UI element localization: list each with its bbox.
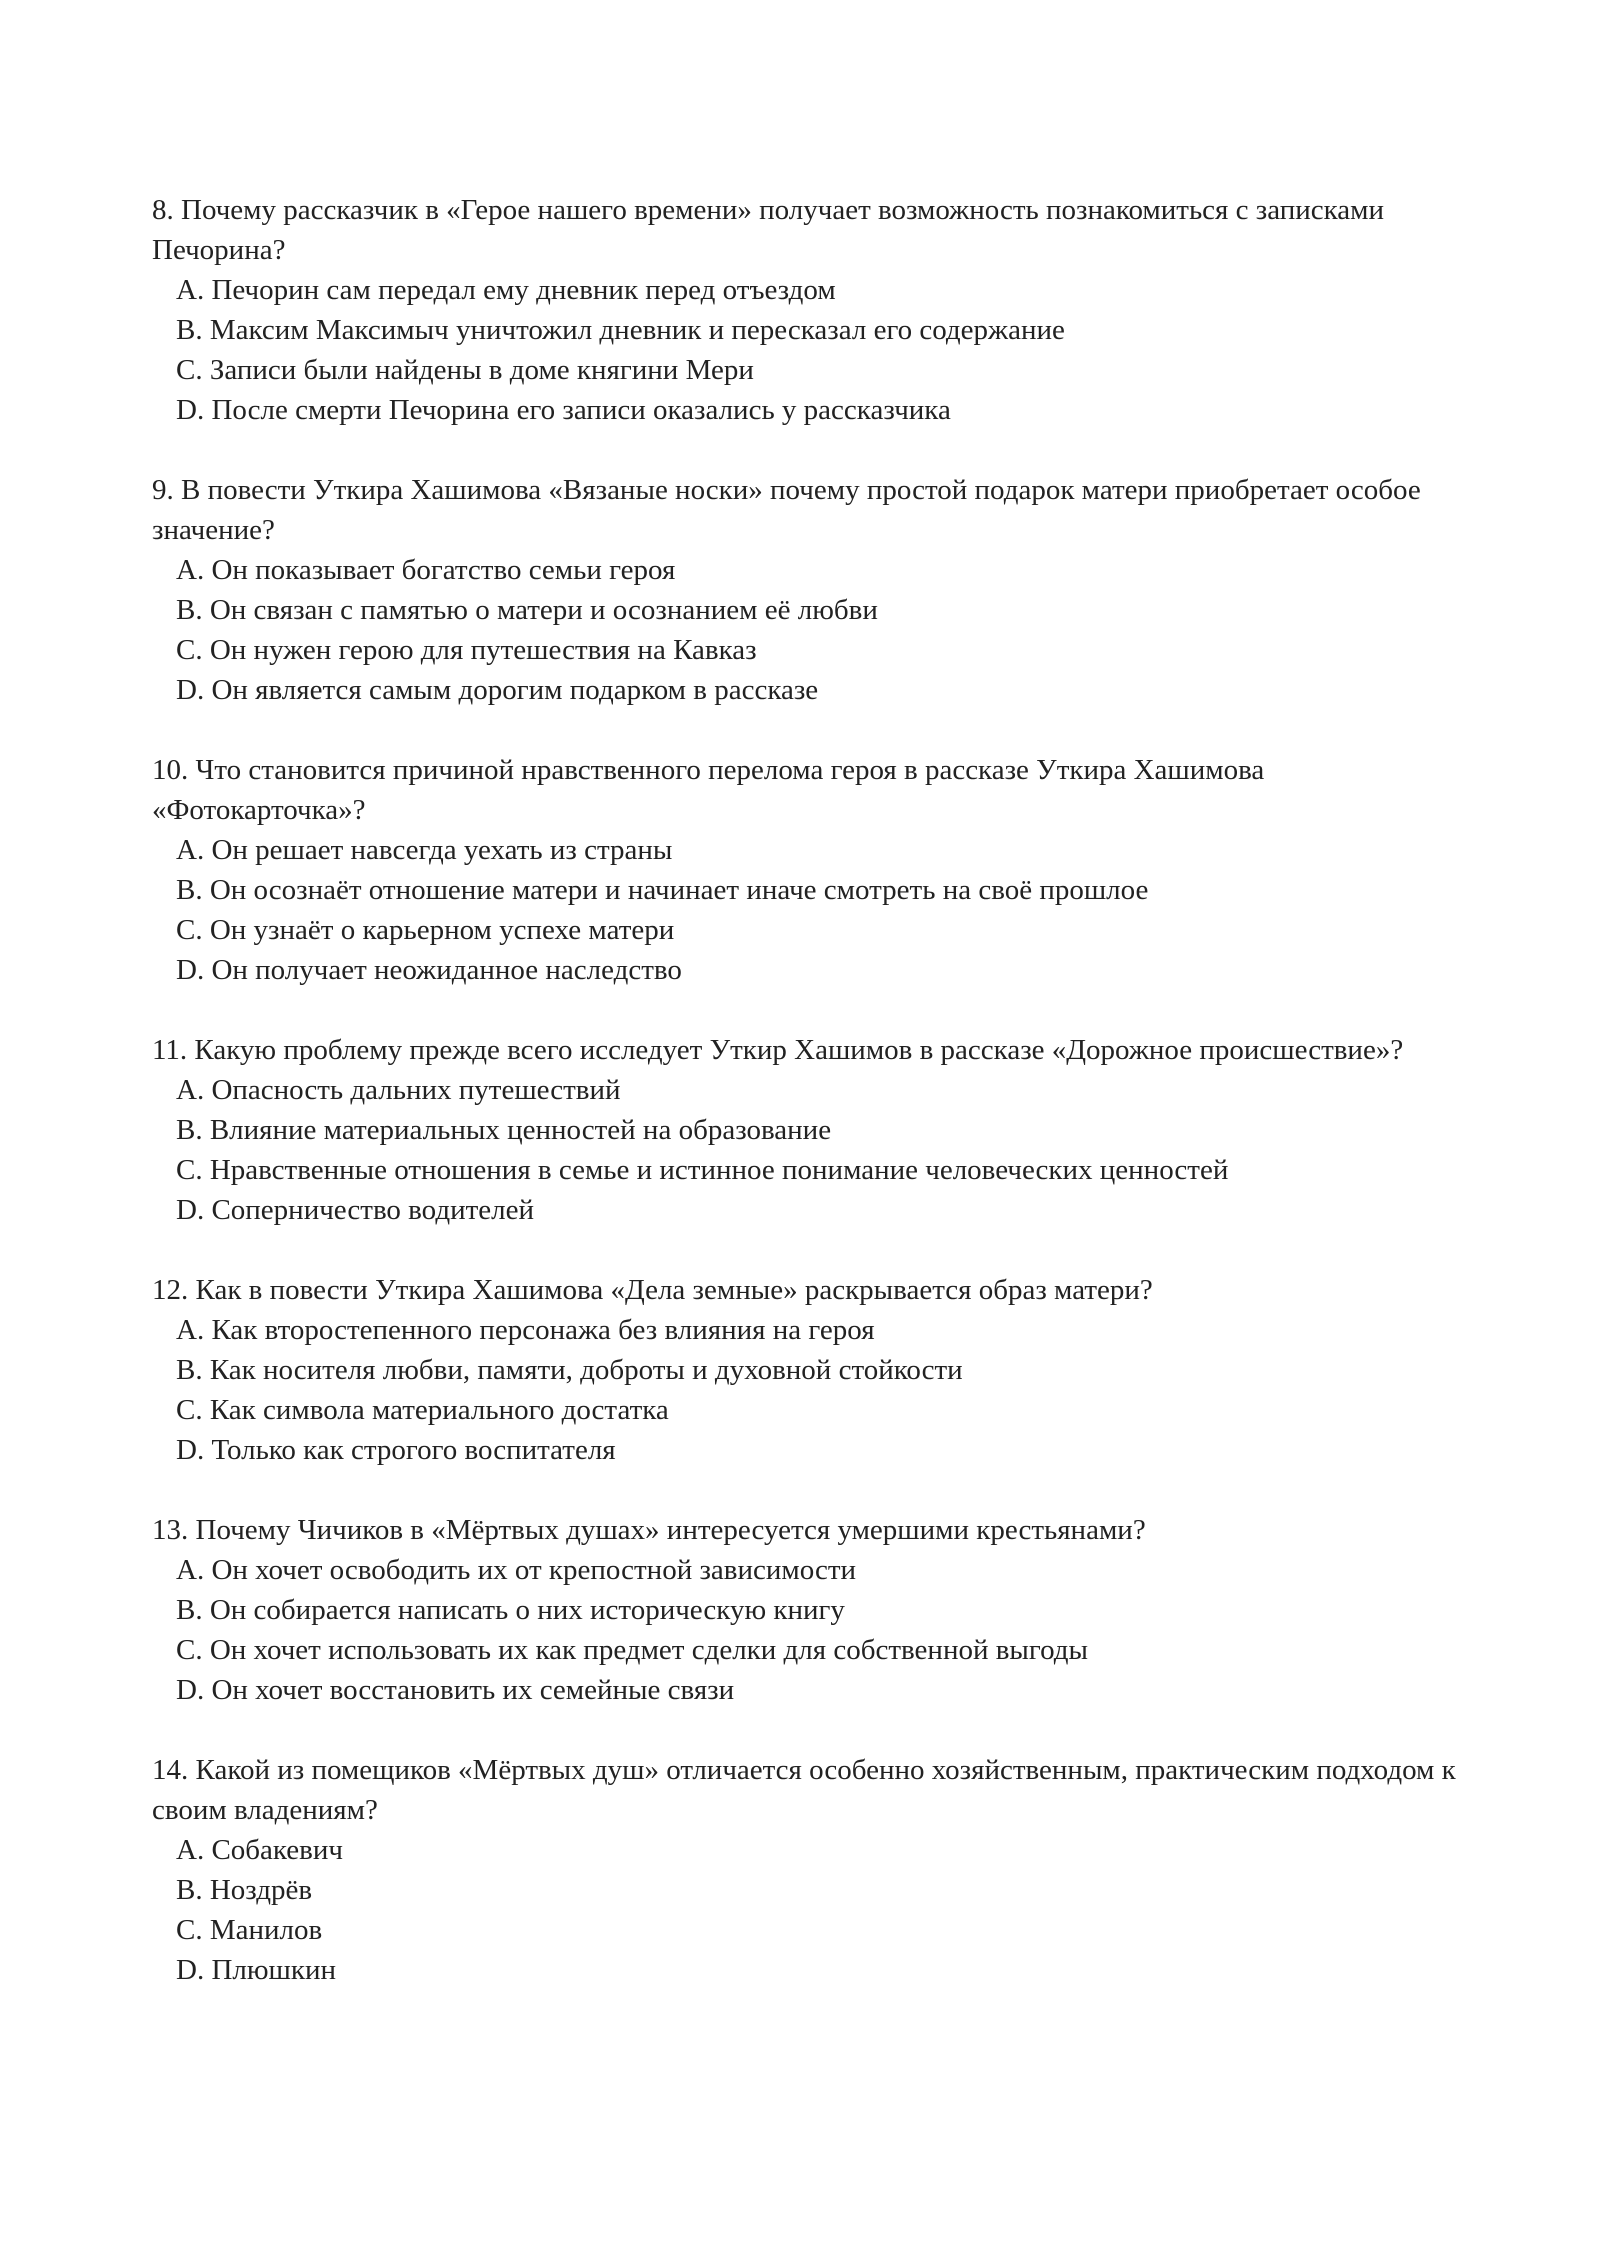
option-c: C. Манилов — [176, 1914, 323, 1946]
option-b: B. Он собирается написать о них историческую книгу — [176, 1594, 845, 1626]
option-c: C. Как символа материального достатка — [176, 1394, 669, 1426]
option-d: D. Плюшкин — [176, 1954, 336, 1986]
document-page — [152, 190, 1472, 2030]
option-a: A. Он показывает богатство семьи героя — [176, 554, 676, 586]
question-text: 9. В повести Уткира Хашимова «Вязаные носки» почему простой подарок матери приобретает особое значение? — [152, 474, 1421, 546]
question-text: 13. Почему Чичиков в «Мёртвых душах» интересуется умершими крестьянами? — [152, 1514, 1146, 1546]
answer-options — [152, 1070, 1472, 1230]
answer-options — [152, 550, 1472, 710]
option-c: C. Он нужен герою для путешествия на Кавказ — [176, 634, 757, 666]
option-d: D. Он хочет восстановить их семейные связи — [176, 1674, 735, 1706]
option-b: B. Влияние материальных ценностей на образование — [176, 1114, 832, 1146]
option-b: B. Как носителя любви, памяти, доброты и духовной стойкости — [176, 1354, 963, 1386]
option-a: A. Он решает навсегда уехать из страны — [176, 834, 673, 866]
question-12 — [152, 1270, 1472, 1470]
question-11 — [152, 1030, 1472, 1230]
option-d: D. Он является самым дорогим подарком в рассказе — [176, 674, 819, 706]
option-b: B. Ноздрёв — [176, 1874, 313, 1906]
option-d: D. Соперничество водителей — [176, 1194, 535, 1226]
option-b: B. Он осознаёт отношение матери и начинает иначе смотреть на своё прошлое — [176, 874, 1149, 906]
option-b: B. Он связан с памятью о матери и осознанием её любви — [176, 594, 878, 626]
question-13 — [152, 1510, 1472, 1710]
answer-options — [152, 1550, 1472, 1710]
option-d: D. После смерти Печорина его записи оказались у рассказчика — [176, 394, 951, 426]
answer-options — [152, 1310, 1472, 1470]
option-a: A. Собакевич — [176, 1834, 343, 1866]
question-10 — [152, 750, 1472, 990]
question-text: 8. Почему рассказчик в «Герое нашего времени» получает возможность познакомиться с записками Печорина? — [152, 194, 1385, 266]
option-a: A. Он хочет освободить их от крепостной зависимости — [176, 1554, 857, 1586]
option-a: A. Печорин сам передал ему дневник перед отъездом — [176, 274, 836, 306]
option-d: D. Он получает неожиданное наследство — [176, 954, 682, 986]
question-text: 10. Что становится причиной нравственного перелома героя в рассказе Уткира Хашимова «Фотокарточка»? — [152, 754, 1265, 826]
question-text: 11. Какую проблему прежде всего исследует Уткир Хашимов в рассказе «Дорожное происшествие»? — [152, 1034, 1404, 1066]
option-a: A. Как второстепенного персонажа без влияния на героя — [176, 1314, 875, 1346]
answer-options — [152, 830, 1472, 990]
answer-options — [152, 1830, 1472, 1990]
option-c: C. Нравственные отношения в семье и истинное понимание человеческих ценностей — [176, 1154, 1229, 1186]
question-14 — [152, 1750, 1472, 1990]
option-b: B. Максим Максимыч уничтожил дневник и пересказал его содержание — [176, 314, 1065, 346]
question-text: 12. Как в повести Уткира Хашимова «Дела земные» раскрывается образ матери? — [152, 1274, 1153, 1306]
answer-options — [152, 270, 1472, 430]
question-9 — [152, 470, 1472, 710]
option-c: C. Он хочет использовать их как предмет сделки для собственной выгоды — [176, 1634, 1088, 1666]
question-text: 14. Какой из помещиков «Мёртвых душ» отличается особенно хозяйственным, практическим подходом к своим владениям? — [152, 1754, 1456, 1826]
option-c: C. Записи были найдены в доме княгини Мери — [176, 354, 754, 386]
option-a: A. Опасность дальних путешествий — [176, 1074, 621, 1106]
option-d: D. Только как строгого воспитателя — [176, 1434, 616, 1466]
option-c: C. Он узнаёт о карьерном успехе матери — [176, 914, 675, 946]
question-8 — [152, 190, 1472, 430]
